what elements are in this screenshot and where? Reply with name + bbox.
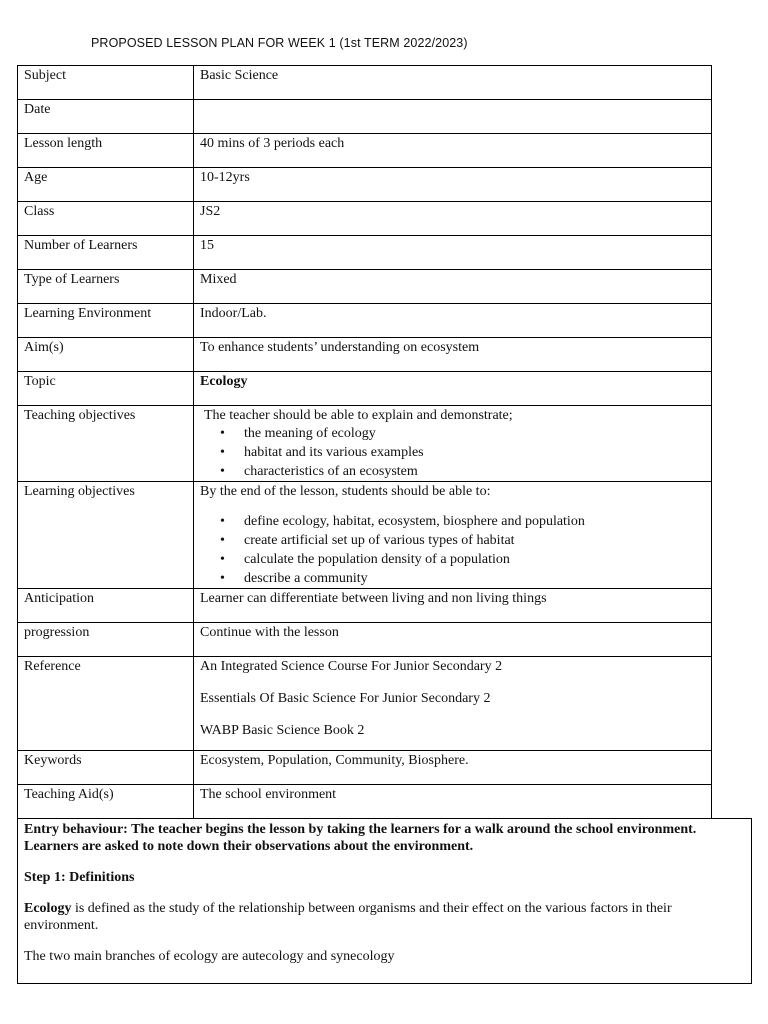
row-label: Teaching objectives <box>18 406 194 482</box>
row-label: Age <box>18 168 194 202</box>
row-label: Aim(s) <box>18 338 194 372</box>
teaching-objectives-intro: The teacher should be able to explain and demonstrate; <box>204 408 513 423</box>
row-label: Number of Learners <box>18 236 194 270</box>
ecology-definition <box>24 900 745 934</box>
ecology-term: Ecology <box>24 901 72 916</box>
row-value <box>194 406 712 482</box>
list-item: • characteristics of an ecosystem <box>244 462 705 481</box>
list-item: • create artificial set up of various types of habitat <box>244 531 705 550</box>
lesson-plan-table <box>17 65 712 819</box>
row-label: Reference <box>18 657 194 751</box>
row-label: Learning Environment <box>18 304 194 338</box>
row-label: Date <box>18 100 194 134</box>
learning-objectives-intro: By the end of the lesson, students should be able to: <box>200 484 491 499</box>
row-label: Topic <box>18 372 194 406</box>
entry-behaviour-box <box>17 818 752 984</box>
row-value: Mixed <box>194 270 712 304</box>
list-item: • describe a community <box>244 569 705 588</box>
row-value: Continue with the lesson <box>194 623 712 657</box>
table-row-progression <box>18 623 712 657</box>
row-label: Class <box>18 202 194 236</box>
row-value: Ecology <box>194 372 712 406</box>
list-item: • define ecology, habitat, ecosystem, biosphere and population <box>244 512 705 531</box>
row-value: To enhance students’ understanding on ecosystem <box>194 338 712 372</box>
table-row-class <box>18 202 712 236</box>
list-item: • calculate the population density of a population <box>244 550 705 569</box>
row-value: 15 <box>194 236 712 270</box>
row-value <box>194 657 712 751</box>
table-row-learning-environment <box>18 304 712 338</box>
page-title: PROPOSED LESSON PLAN FOR WEEK 1 (1st TERM 2022/2023) <box>91 36 468 50</box>
table-row-number-of-learners <box>18 236 712 270</box>
row-value: Indoor/Lab. <box>194 304 712 338</box>
table-row-type-of-learners <box>18 270 712 304</box>
table-row-topic <box>18 372 712 406</box>
row-value: JS2 <box>194 202 712 236</box>
table-row-learning-objectives <box>18 482 712 589</box>
table-row-teaching-aids <box>18 785 712 819</box>
table-row-teaching-objectives <box>18 406 712 482</box>
row-value: Basic Science <box>194 66 712 100</box>
row-label: Type of Learners <box>18 270 194 304</box>
row-label: Anticipation <box>18 589 194 623</box>
list-item: • the meaning of ecology <box>244 424 705 443</box>
row-value: 10-12yrs <box>194 168 712 202</box>
table-row-date <box>18 100 712 134</box>
reference-item: Essentials Of Basic Science For Junior Secondary 2 <box>200 691 491 706</box>
table-row-keywords <box>18 751 712 785</box>
reference-item: WABP Basic Science Book 2 <box>200 723 365 738</box>
reference-item: An Integrated Science Course For Junior Secondary 2 <box>200 659 503 674</box>
ecology-definition-text: is defined as the study of the relationship between organisms and their effect on the various factors in their environment. <box>24 901 672 933</box>
row-value: Learner can differentiate between living and non living things <box>194 589 712 623</box>
table-row-subject <box>18 66 712 100</box>
bottom-divider <box>17 983 752 984</box>
table-row-anticipation <box>18 589 712 623</box>
ecology-branches: The two main branches of ecology are autecology and synecology <box>24 949 395 964</box>
row-value <box>194 100 712 134</box>
teaching-objectives-list <box>200 424 705 481</box>
table-row-aims <box>18 338 712 372</box>
row-label: Subject <box>18 66 194 100</box>
list-item: • habitat and its various examples <box>244 443 705 462</box>
entry-behaviour-text: Entry behaviour: The teacher begins the lesson by taking the learners for a walk around the school environment. Learners are asked to note down their observations about the environment. <box>24 822 697 854</box>
row-label: Lesson length <box>18 134 194 168</box>
row-label: Teaching Aid(s) <box>18 785 194 819</box>
row-value: Ecosystem, Population, Community, Biosphere. <box>194 751 712 785</box>
row-value <box>194 482 712 589</box>
row-label: Keywords <box>18 751 194 785</box>
table-row-lesson-length <box>18 134 712 168</box>
learning-objectives-list <box>200 512 705 588</box>
step-heading: Step 1: Definitions <box>24 870 135 885</box>
row-label: Learning objectives <box>18 482 194 589</box>
row-value: The school environment <box>194 785 712 819</box>
row-label: progression <box>18 623 194 657</box>
table-row-age <box>18 168 712 202</box>
row-value: 40 mins of 3 periods each <box>194 134 712 168</box>
table-row-reference <box>18 657 712 751</box>
